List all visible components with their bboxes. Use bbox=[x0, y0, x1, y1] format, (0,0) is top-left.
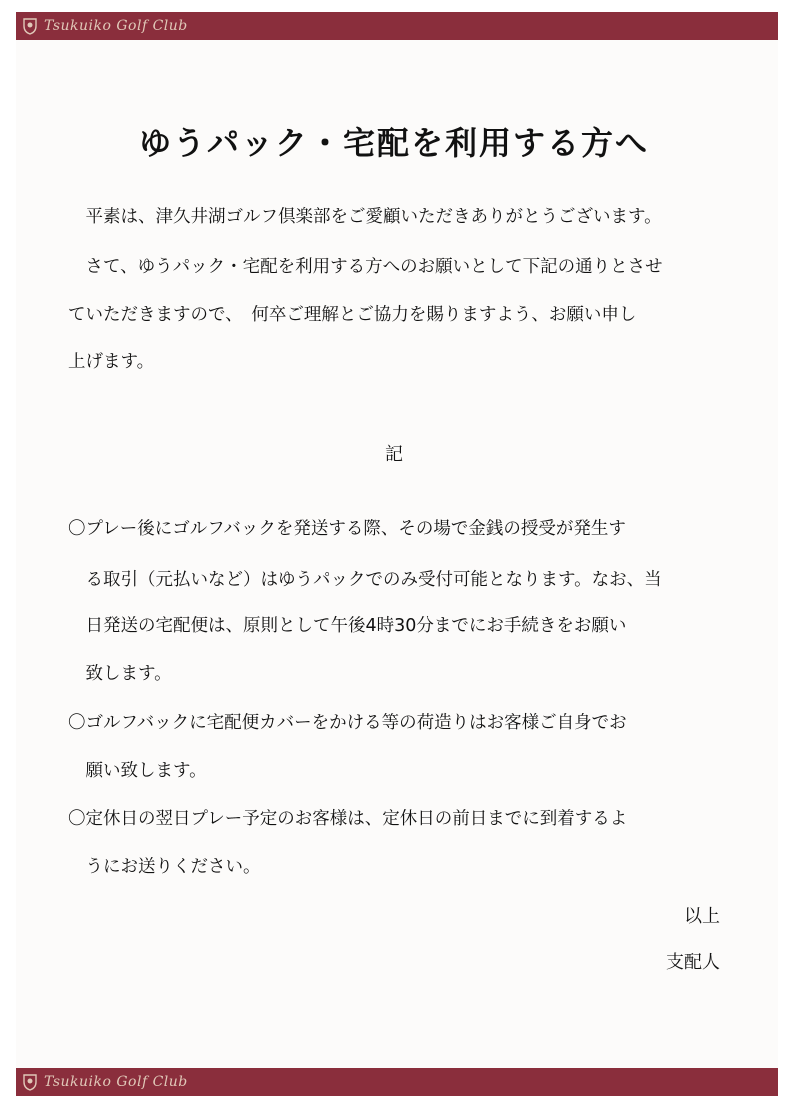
list-item: 〇定休日の翌日プレー予定のお客様は、定休日の前日までに到着するよ bbox=[68, 809, 628, 829]
list-item: うにお送りください。 bbox=[68, 857, 261, 877]
header-brand: Tsukuiko Golf Club bbox=[44, 18, 188, 34]
crest-icon bbox=[22, 1073, 38, 1091]
intro-line: ていただきますので、 何卒ご理解とご協力を賜りますよう、お願い申し bbox=[68, 305, 637, 325]
list-item: る取引（元払いなど）はゆうパックでのみ受付可能となります。なお、当 bbox=[68, 570, 662, 590]
intro-line: さて、ゆうパック・宅配を利用する方へのお願いとして下記の通りとさせ bbox=[68, 257, 663, 277]
crest-icon bbox=[22, 17, 38, 35]
page-background bbox=[16, 12, 778, 1096]
footer-band bbox=[16, 1068, 778, 1096]
intro-line: 平素は、津久井湖ゴルフ倶楽部をご愛顧いただきありがとうございます。 bbox=[68, 207, 662, 227]
closing-text: 以上 bbox=[684, 906, 720, 927]
footer-brand: Tsukuiko Golf Club bbox=[44, 1074, 188, 1090]
list-item: 日発送の宅配便は、原則として午後4時30分までにお手続きをお願い bbox=[68, 616, 627, 636]
list-item: 致します。 bbox=[68, 664, 172, 684]
list-item: 〇プレー後にゴルフバックを発送する際、その場で金銭の授受が発生す bbox=[68, 519, 626, 539]
header-band bbox=[16, 12, 778, 40]
signature: 支配人 bbox=[666, 952, 720, 973]
page-title: ゆうパック・宅配を利用する方へ bbox=[138, 124, 649, 162]
kigo-heading: 記 bbox=[385, 444, 403, 465]
intro-line: 上げます。 bbox=[68, 352, 155, 372]
list-item: 願い致します。 bbox=[68, 761, 207, 781]
list-item: 〇ゴルフバックに宅配便カバーをかける等の荷造りはお客様ご自身でお bbox=[68, 713, 627, 733]
